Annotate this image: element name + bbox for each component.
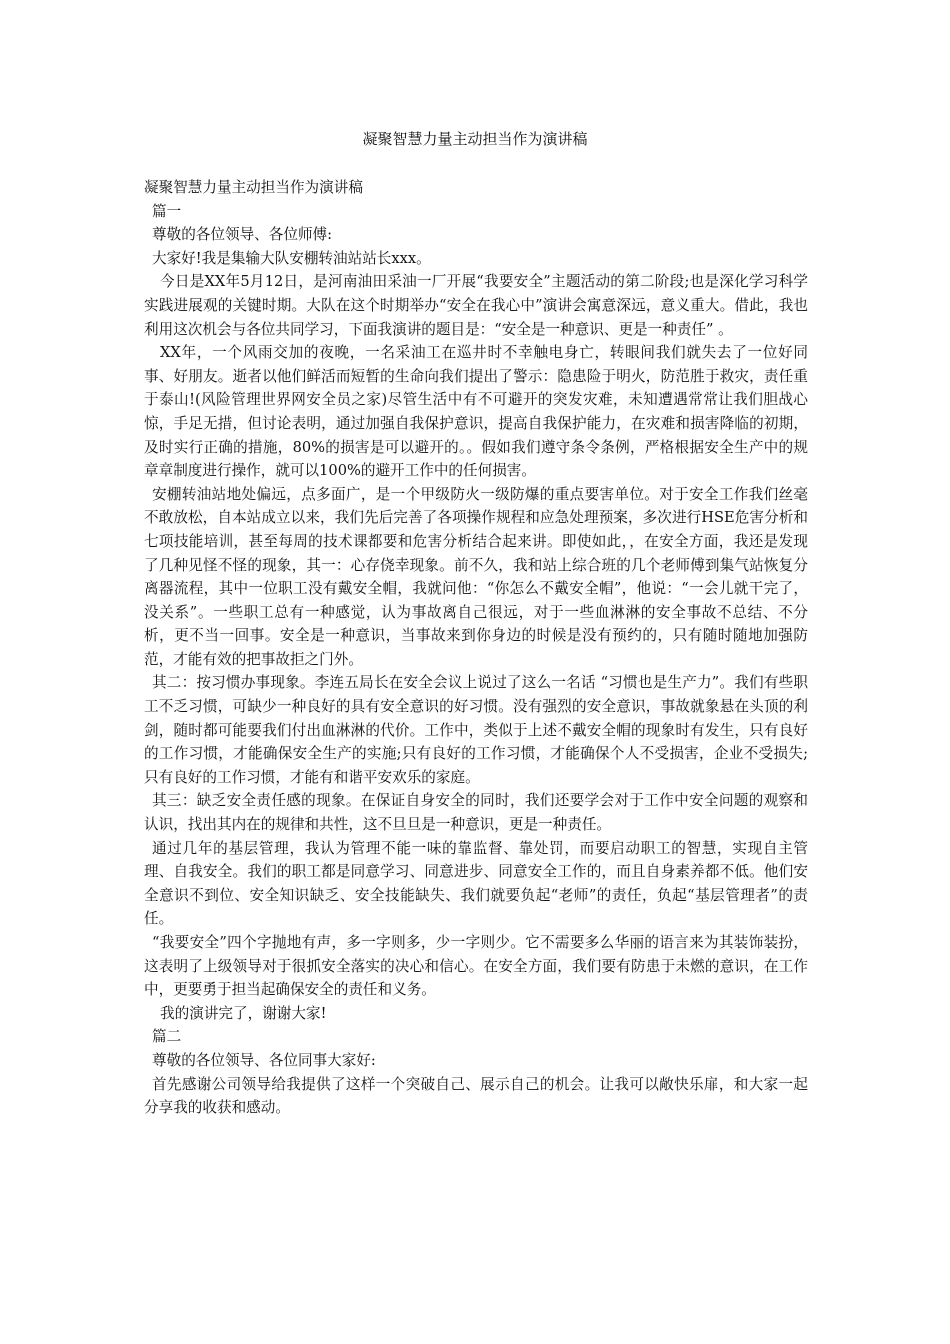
body-heading: 凝聚智慧力量主动担当作为演讲稿: [144, 179, 363, 196]
body-paragraph: 其三：缺乏安全责任感的现象。在保证自身安全的同时，我们还要学会对于工作中安全问题的观察和认识，找出其内在的规律和共性，这不旦旦是一种意识，更是一种责任。: [144, 792, 808, 834]
body-paragraph: 其二：按习惯办事现象。李连五局长在安全会议上说过了这么一名话 “习惯也是生产力”。我们有些职工不乏习惯，可缺少一种良好的具有安全意识的好习惯。没有强烈的安全意识，事故就象悬在头顶的利剑，随时都可能要我们付出血淋淋的代价。工作中，类似于上述不戴安全帽的现象时有发生，只有良好的工作习惯，才能确保安全生产的实施;只有良好的工作习惯，才能确保个人不受损害，企业不受损失;只有良好的工作习惯，才能有和谐平安欢乐的家庭。: [144, 674, 808, 786]
body-paragraph: 安棚转油站地处偏远，点多面广，是一个甲级防火一级防爆的重点要害单位。对于安全工作我们丝毫不敢放松，自本站成立以来，我们先后完善了各项操作规程和应急处理预案，多次进行HSE危害分析和七项技能培训，甚至每周的技术课都要和危害分析结合起来讲。即使如此，，在安全方面，我还是发现了几种见怪不怪的现象，其一：心存侥幸现象。前不久，我和站上综合班的几个老师傅到集气站恢复分离器流程，其中一位职工没有戴安全帽，我就问他：“你怎么不戴安全帽”，他说：“一会儿就干完了，没关系”。一些职工总有一种感觉，认为事故离自己很远，对于一些血淋淋的安全事故不总结、不分析，更不当一回事。安全是一种意识，当事故来到你身边的时候是没有预约的，只有随时随地加强防范，才能有效的把事故拒之门外。: [144, 485, 808, 668]
section-label-2: 篇二: [152, 1028, 182, 1046]
body-paragraph: 今日是XX年5月12日，是河南油田采油一厂开展“我要安全”主题活动的第二阶段;也是深化学习科学实践进展观的关键时期。大队在这个时期举办“安全在我心中”演讲会寓意深远，意义重大。借此，我也利用这次机会与各位共同学习，下面我演讲的题目是：“安全是一种意识、更是一种责任” 。: [144, 273, 808, 338]
section-label-1: 篇一: [152, 202, 182, 220]
closing-line: 我的演讲完了，谢谢大家!: [160, 1004, 327, 1022]
salutation-1: 尊敬的各位领导、各位师傅:: [152, 226, 333, 244]
body-paragraph: XX年，一个风雨交加的夜晚，一名采油工在巡井时不幸触电身亡，转眼间我们就失去了一位好同事、好朋友。逝者以他们鲜活而短暂的生命向我们提出了警示：隐患险于明火，防范胜于救灾，责任重于泰山!(风险管理世界网安全员之家)尽管生活中有不可避开的突发灾难，未知遭遇常常让我们胆战心惊，手足无措，但讨论表明，通过加强自我保护意识，提高自我保护能力，在灾难和损害降临的初期，及时实行正确的措施，80%的损害是可以避开的。。假如我们遵守条令条例，严格根据安全生产中的规章章制度进行操作，就可以100%的避开工作中的任何损害。: [144, 344, 808, 480]
body-paragraph: “我要安全”四个字抛地有声，多一字则多，少一字则少。它不需要多么华丽的语言来为其装饰装扮，这表明了上级领导对于很抓安全落实的决心和信心。在安全方面，我们要有防患于未燃的意识，在工作中，更要勇于担当起确保安全的责任和义务。: [144, 934, 808, 999]
body-paragraph: 通过几年的基层管理，我认为管理不能一味的靠监督、靠处罚，而要启动职工的智慧，实现自主管理、自我安全。我们的职工都是同意学习、同意进步、同意安全工作的，而且自身素养都不低。他们安全意识不到位、安全知识缺乏、安全技能缺失、我们就要负起“老师”的责任，负起“基层管理者”的责任。: [144, 839, 808, 928]
greeting-paragraph: 大家好!我是集输大队安棚转油站站长xxx。: [152, 249, 431, 267]
page-title: 凝聚智慧力量主动担当作为演讲稿: [362, 130, 588, 148]
document-body: [144, 176, 808, 1120]
salutation-2: 尊敬的各位领导、各位同事大家好:: [152, 1051, 376, 1069]
body-paragraph: 首先感谢公司领导给我提供了这样一个突破自己、展示自己的机会。让我可以敞快乐扉，和大家一起分享我的收获和感动。: [144, 1075, 808, 1117]
